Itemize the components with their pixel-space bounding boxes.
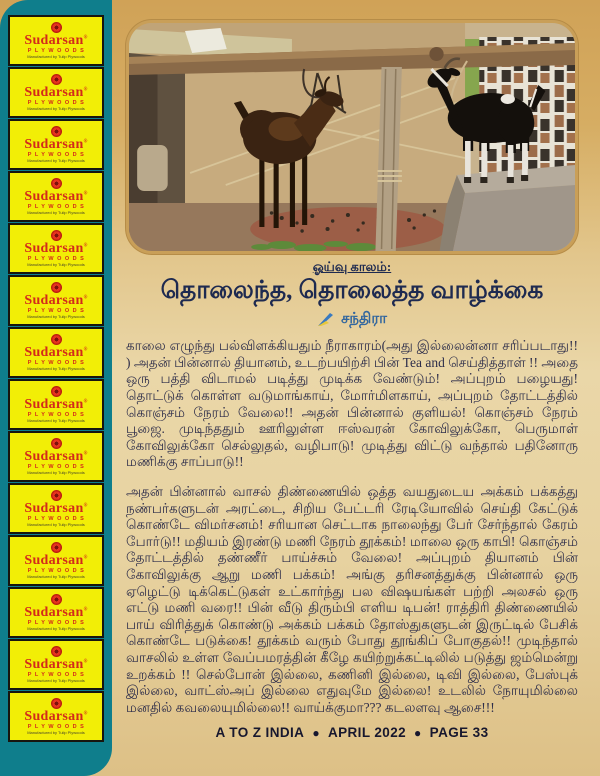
flower-icon [51,698,62,709]
ad-product-name: PLYWOODS [27,99,88,106]
ad-product-name: PLYWOODS [27,47,88,54]
flower-icon [51,22,62,33]
ad-brand-name: Sudarsan® [24,552,88,568]
sudarsan-ad-banner [8,223,104,274]
ad-product-name: PLYWOODS [27,463,88,470]
ad-brand-name: Sudarsan® [24,188,88,204]
ad-tagline: Manufactured by Tulip Plywoods [27,106,85,112]
ad-tagline: Manufactured by Tulip Plywoods [27,678,85,684]
ad-product-name: PLYWOODS [27,151,88,158]
sudarsan-ad-banner [8,535,104,586]
ad-brand-name: Sudarsan® [24,240,88,256]
ad-brand-name: Sudarsan® [24,708,88,724]
page-number: PAGE 33 [429,725,489,741]
ad-product-name: PLYWOODS [27,619,88,626]
registered-mark: ® [83,607,88,613]
ad-product-name: PLYWOODS [27,203,88,210]
sudarsan-ad-banner [8,119,104,170]
sudarsan-ad-banner [8,639,104,690]
flower-icon [51,334,62,345]
registered-mark: ® [83,451,88,457]
ad-brand-name: Sudarsan® [24,292,88,308]
registered-mark: ® [83,191,88,197]
ad-brand-name: Sudarsan® [24,500,88,516]
registered-mark: ® [83,711,88,717]
ad-brand-name: Sudarsan® [24,448,88,464]
flower-icon [51,282,62,293]
ad-tagline: Manufactured by Tulip Plywoods [27,626,85,632]
ad-product-name: PLYWOODS [27,307,88,314]
goats-photo-illustration [129,23,575,251]
sudarsan-ad-banner [8,691,104,742]
flower-icon [51,438,62,449]
registered-mark: ® [83,503,88,509]
registered-mark: ® [83,555,88,561]
flower-icon [51,646,62,657]
flower-icon [51,490,62,501]
registered-mark: ® [83,139,88,145]
ad-tagline: Manufactured by Tulip Plywoods [27,522,85,528]
goats-photo [126,20,578,254]
flower-icon [51,126,62,137]
article-body [126,338,578,716]
ad-tagline: Manufactured by Tulip Plywoods [27,314,85,320]
ad-tagline: Manufactured by Tulip Plywoods [27,54,85,60]
ad-product-name: PLYWOODS [27,567,88,574]
ad-product-name: PLYWOODS [27,723,88,730]
registered-mark: ® [83,399,88,405]
footer-bullet-icon: ● [414,725,422,740]
ad-brand-name: Sudarsan® [24,84,88,100]
article-title: தொலைந்த, தொலைத்த வாழ்க்கை [160,277,544,305]
registered-mark: ® [83,295,88,301]
sudarsan-ad-banner [8,483,104,534]
ad-product-name: PLYWOODS [27,411,88,418]
ad-brand-name: Sudarsan® [24,396,88,412]
ad-brand-name: Sudarsan® [24,656,88,672]
flower-icon [51,386,62,397]
ad-tagline: Manufactured by Tulip Plywoods [27,262,85,268]
ad-tagline: Manufactured by Tulip Plywoods [27,730,85,736]
sudarsan-ad-banner [8,15,104,66]
author-name: சந்திரா [341,311,387,328]
ad-product-name: PLYWOODS [27,255,88,262]
ad-product-name: PLYWOODS [27,671,88,678]
ad-tagline: Manufactured by Tulip Plywoods [27,210,85,216]
flower-icon [51,74,62,85]
paragraph-1: காலை எழுந்து பல்விளக்கியதும் நீராகாரம்(அது இல்லைன்னா சரிப்படாது!! ) அதன் பின்னால் தியானம், உடற்பயிற்சி பின் Tea and செய்தித்தாள் !! அதை ஒரு பத்தி விடாமல் படித்து முடிக்க வேண்டும்! அப்புறம் பழையது! தொட்டுக் கொள்ள வடுமாங்காய், மோர்மிளகாய், அப்புறம் தோட்டத்தில் கொஞ்சம் நேரம் வேலை!! அதன் பின்னால் குளியல்! கொஞ்சம் நேரம் பூஜை. முடிந்ததும் ஊரிலுள்ள ஈஸ்வரன் கோவிலுக்கோ, பெருமாள் கோவிலுக்கோ செல்லுதல், வழிபாடு! முடித்து விட்டு வந்தால் பதினோரு மணிக்கு சாப்பாடு!! [126,338,578,470]
flower-icon [51,594,62,605]
ad-tagline: Manufactured by Tulip Plywoods [27,574,85,580]
article-kicker: ஓய்வு காலம்: [312,259,392,274]
issue-date: APRIL 2022 [327,725,407,741]
footer-bullet-icon: ● [312,725,320,740]
registered-mark: ® [83,87,88,93]
registered-mark: ® [83,35,88,41]
ad-brand-name: Sudarsan® [24,136,88,152]
sudarsan-ad-banner [8,275,104,326]
sudarsan-ad-banner [8,327,104,378]
sidebar-ad-list [8,15,104,742]
paragraph-2: அதன் பின்னால் வாசல் திண்ணையில் ஒத்த வயதுடைய அக்கம் பக்கத்து நண்பர்களுடன் அரட்டை, சிறிய பேட்டரி ரேடியோவில் செய்தி கேட்டுக் கொண்டே விமர்சனம்! சரியான செட்டாக நாலைந்து பேர் சேர்ந்தால் கேரம் போர்டு!! மதியம் இரண்டு மணி நேரம் தூக்கம்! மாலை ஒரு காபி! கொஞ்சம் தோட்டத்தில் தண்ணீர் பாய்ச்சும் வேலை! அப்புறம் தியானம் பின் கோவிலுக்கு ஆறு மணி பக்கம்! அங்கு தரிசனத்துக்கு பின்னால் ஒரு ஏழெட்டு டிக்கெட்டுகள் உட்கார்ந்து பல விஷயங்கள் பற்றி அலசல் ஒரு எட்டு மணி வரை!! பின் வீடு திரும்பி எளிய டிபன்! ராத்திரி திண்ணையில் பாய் விரித்துக் கொண்டு அக்கம் பக்கம் தோஸ்துகளுடன் இருட்டில் பேசிக் கொண்டே படுக்கை! தூக்கம் வரும் போது தூங்கிப் போகுதல்!! முடிந்தால் வாசலில் உள்ள வேப்பமரத்தின் கீழே கயிற்றுக்கட்டிலில் படுத்து ஜம்மென்று உறக்கம் !! செல்போன் இல்லை, கணினி இல்லை, டிவி இல்லை, பேஸ்புக் இல்லை, வாட்ஸ்அப் இல்லை எதுவுமே இல்லை! உடலில் நோயுமில்லை மனதில் கவலையுமில்லை!! வாய்க்குமா??? கடலளவு ஆசை!!! [126,484,578,715]
ad-tagline: Manufactured by Tulip Plywoods [27,418,85,424]
flower-icon [51,230,62,241]
pen-icon [317,312,335,327]
ad-tagline: Manufactured by Tulip Plywoods [27,158,85,164]
flower-icon [51,542,62,553]
ad-brand-name: Sudarsan® [24,344,88,360]
ad-product-name: PLYWOODS [27,515,88,522]
sudarsan-ad-banner [8,379,104,430]
magazine-name: A TO Z INDIA [215,725,305,741]
sudarsan-ad-banner [8,587,104,638]
sudarsan-ad-banner [8,67,104,118]
ad-brand-name: Sudarsan® [24,32,88,48]
sidebar-ad-column [0,0,112,776]
ad-brand-name: Sudarsan® [24,604,88,620]
sudarsan-ad-banner [8,431,104,482]
ad-tagline: Manufactured by Tulip Plywoods [27,366,85,372]
ad-tagline: Manufactured by Tulip Plywoods [27,470,85,476]
byline [126,310,578,329]
article-column [112,0,600,740]
ad-product-name: PLYWOODS [27,359,88,366]
registered-mark: ® [83,659,88,665]
registered-mark: ® [83,243,88,249]
registered-mark: ® [83,347,88,353]
page-footer [126,725,578,740]
sudarsan-ad-banner [8,171,104,222]
flower-icon [51,178,62,189]
